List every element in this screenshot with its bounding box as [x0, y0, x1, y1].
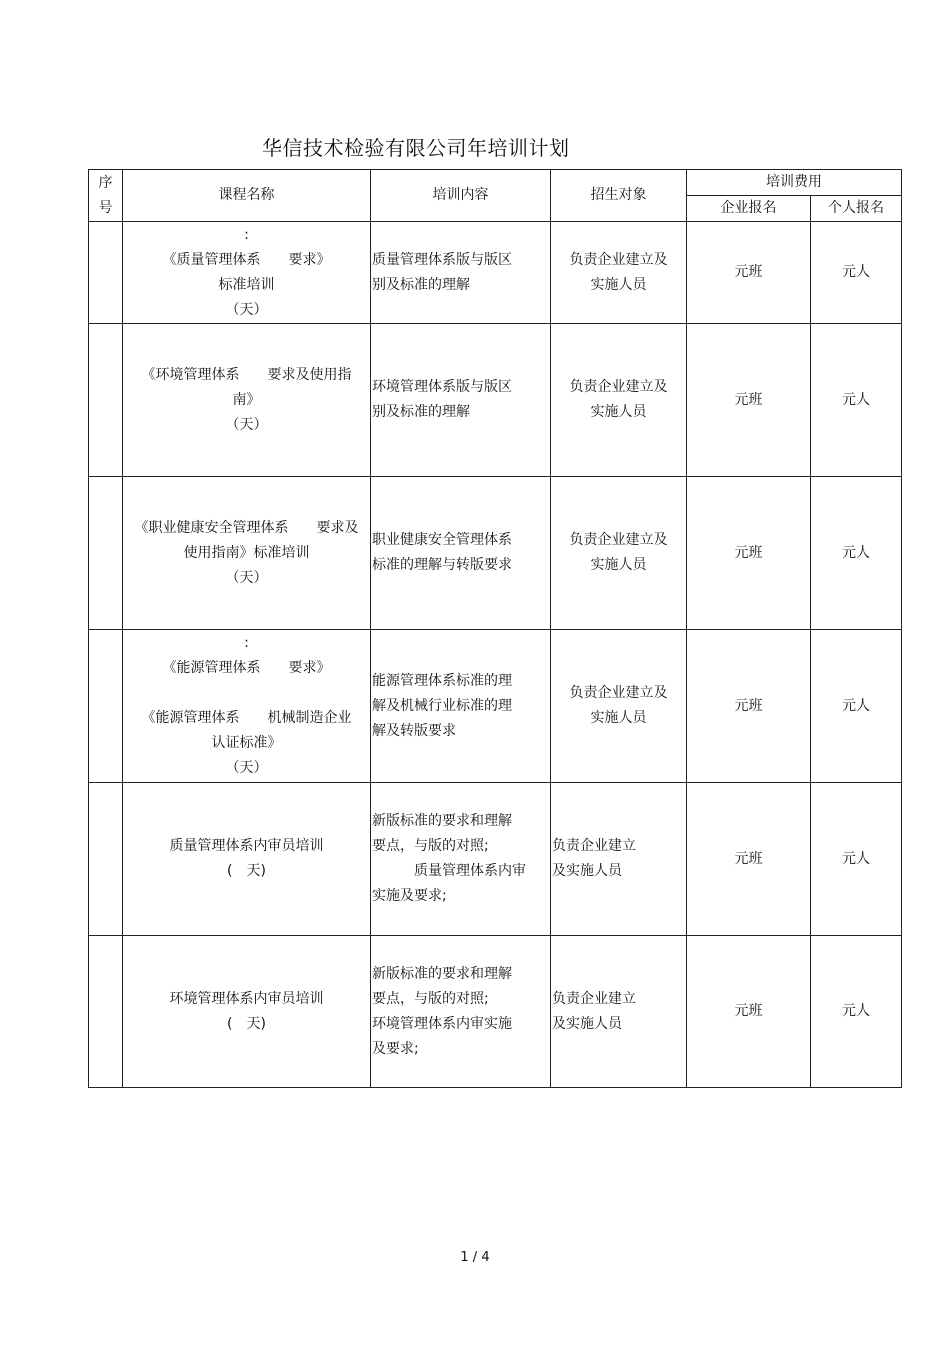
row-seq: [89, 477, 123, 630]
row-fee-company: 元班: [687, 936, 811, 1088]
header-seq: 序 号: [89, 170, 123, 222]
table-row: [89, 936, 902, 1088]
row-content: 能源管理体系标准的理 解及机械行业标准的理 解及转版要求: [371, 630, 551, 783]
header-course: 课程名称: [123, 170, 371, 222]
row-course: 《环境管理体系 要求及使用指 南》 （天）: [123, 324, 371, 477]
row-course: 质量管理体系内审员培训 ( 天): [123, 783, 371, 936]
row-course: 《职业健康安全管理体系 要求及 使用指南》标准培训 （天）: [123, 477, 371, 630]
row-fee-personal: 元人: [811, 936, 902, 1088]
row-audience: 负责企业建立及 实施人员: [551, 324, 687, 477]
header-fee-company: 企业报名: [687, 196, 811, 222]
row-audience: 负责企业建立及 实施人员: [551, 222, 687, 324]
header-fee-personal: 个人报名: [811, 196, 902, 222]
row-fee-personal: 元人: [811, 222, 902, 324]
row-seq: [89, 936, 123, 1088]
header-fee: 培训费用: [687, 170, 902, 196]
row-content: 新版标准的要求和理解 要点，与版的对照; 质量管理体系内审 实施及要求;: [371, 783, 551, 936]
row-audience: 负责企业建立 及实施人员: [551, 783, 687, 936]
row-course: 环境管理体系内审员培训 ( 天): [123, 936, 371, 1088]
row-content: 职业健康安全管理体系 标准的理解与转版要求: [371, 477, 551, 630]
header-audience: 招生对象: [551, 170, 687, 222]
row-fee-personal: 元人: [811, 783, 902, 936]
row-course: : 《质量管理体系 要求》 标准培训 （天）: [123, 222, 371, 324]
page-title: 华信技术检验有限公司年培训计划: [262, 136, 570, 160]
row-course: : 《能源管理体系 要求》 《能源管理体系 机械制造企业 认证标准》 （天）: [123, 630, 371, 783]
table-row: [89, 324, 902, 477]
row-fee-company: 元班: [687, 477, 811, 630]
training-plan-table: [88, 169, 902, 1088]
page-number: 1 / 4: [460, 1250, 490, 1265]
table-row: [89, 630, 902, 783]
row-seq: [89, 783, 123, 936]
row-content: 新版标准的要求和理解 要点，与版的对照; 环境管理体系内审实施 及要求;: [371, 936, 551, 1088]
table-row: [89, 477, 902, 630]
table-row: [89, 222, 902, 324]
table-row: [89, 783, 902, 936]
row-seq: [89, 222, 123, 324]
row-audience: 负责企业建立及 实施人员: [551, 477, 687, 630]
row-fee-personal: 元人: [811, 477, 902, 630]
row-audience: 负责企业建立及 实施人员: [551, 630, 687, 783]
row-fee-company: 元班: [687, 630, 811, 783]
row-seq: [89, 630, 123, 783]
row-fee-company: 元班: [687, 783, 811, 936]
row-seq: [89, 324, 123, 477]
header-content: 培训内容: [371, 170, 551, 222]
row-fee-company: 元班: [687, 324, 811, 477]
row-content: 质量管理体系版与版区 别及标准的理解: [371, 222, 551, 324]
row-fee-personal: 元人: [811, 630, 902, 783]
row-fee-personal: 元人: [811, 324, 902, 477]
row-fee-company: 元班: [687, 222, 811, 324]
row-content: 环境管理体系版与版区 别及标准的理解: [371, 324, 551, 477]
row-audience: 负责企业建立 及实施人员: [551, 936, 687, 1088]
